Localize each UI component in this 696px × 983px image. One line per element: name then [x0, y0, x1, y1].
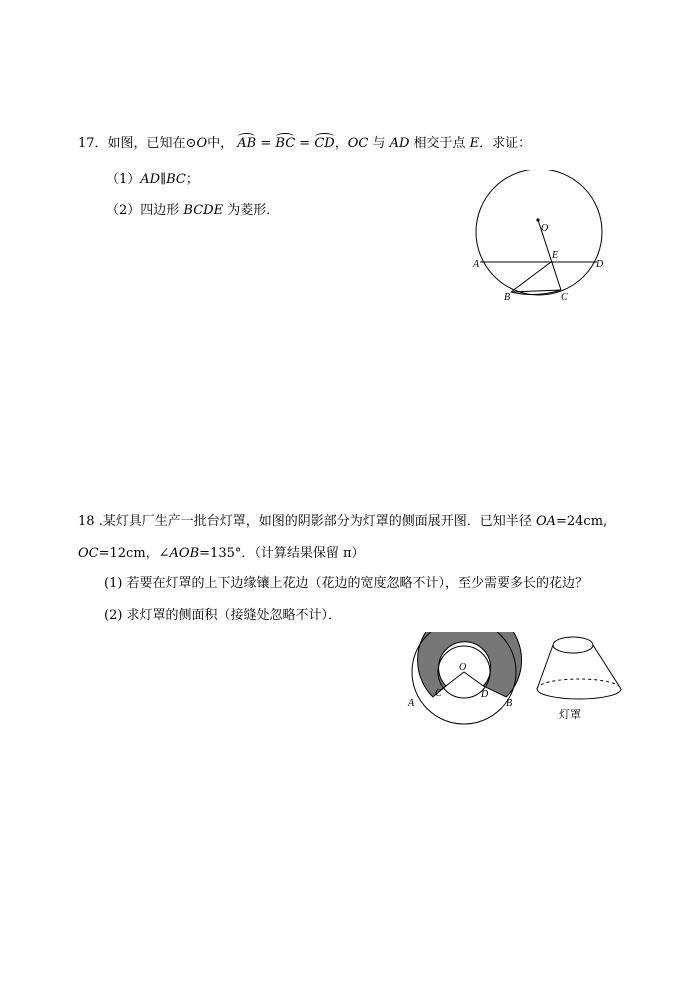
- q17-part2: （2）四边形 BCDE 为菱形．: [106, 203, 280, 218]
- label-c: C: [561, 292, 568, 303]
- point-o: [536, 218, 539, 221]
- q18-part2: (2) 求灯罩的侧面积（接缝处忽略不计）．: [104, 608, 342, 623]
- q18-lamp-figure: [532, 632, 632, 727]
- label-d: D: [481, 689, 489, 700]
- q17-stem: 17．如图，已知在⊙O中， AB = BC = CD，OC 与 AD 相交于点 E．求证：: [78, 136, 532, 151]
- label-b: B: [506, 698, 513, 709]
- label-e: E: [552, 250, 559, 261]
- lamp-caption: 灯罩: [559, 709, 581, 721]
- arc-ab: AB: [237, 136, 257, 151]
- right-side: [593, 645, 621, 689]
- left-side: [537, 645, 553, 689]
- bottom-front-arc: [537, 689, 621, 699]
- segment-be: [511, 262, 551, 292]
- label-o: O: [459, 662, 467, 673]
- top-ellipse: [553, 637, 593, 653]
- q18-sector-figure: [403, 632, 523, 732]
- arc-cd: CD: [314, 136, 335, 151]
- circle-o: [476, 170, 602, 295]
- q17-part1: （1）AD∥BC；: [106, 172, 199, 187]
- label-a: A: [473, 259, 480, 270]
- radius-oc: [446, 672, 464, 686]
- bottom-back-arc: [537, 679, 621, 689]
- q18-part1: (1) 若要在灯罩的上下边缘镶上花边（花边的宽度忽略不计），至少需要多长的花边？: [104, 576, 589, 591]
- q18-stem-line2: OC=12cm，∠AOB=135°．（计算结果保留 π）: [78, 546, 365, 561]
- radius-od: [464, 672, 483, 686]
- label-d: D: [596, 259, 604, 270]
- label-o: O: [541, 223, 549, 234]
- label-b: B: [504, 292, 511, 303]
- arc-bc: BC: [275, 136, 296, 151]
- label-a: A: [408, 698, 415, 709]
- q17-figure: [468, 170, 618, 310]
- q18-stem-line1: 18 .某灯具厂生产一批台灯罩，如图的阴影部分为灯罩的侧面展开图．已知半径 OA=24cm,: [78, 514, 608, 529]
- label-c: C: [435, 688, 442, 699]
